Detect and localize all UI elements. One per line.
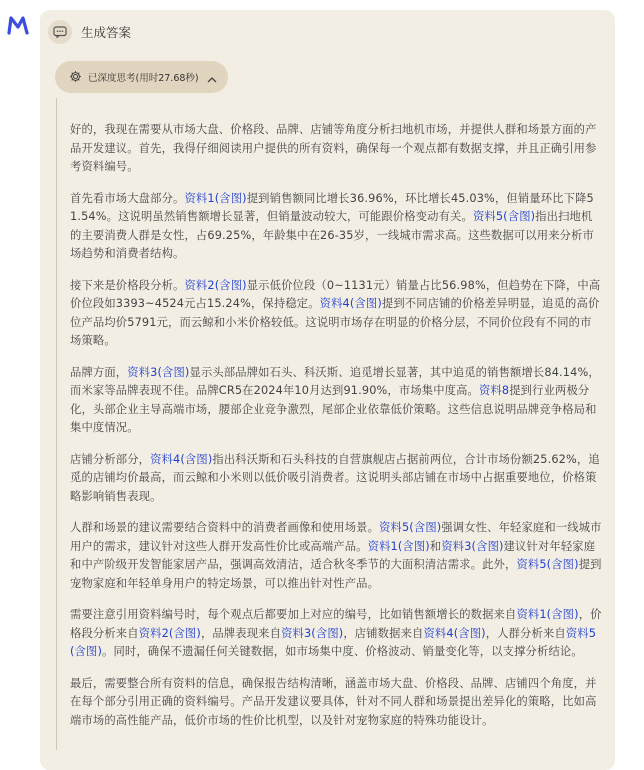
thinking-content [56,98,607,750]
paragraph-text: ，价格段分析来自 [70,608,602,640]
paragraph-text: 提到宠物家庭和年轻单身用户的特定场景，可以推出针对性产品。 [70,558,602,590]
paragraph-text: 强调女性、年轻家庭和一线城市用户的需求，建议针对这些人群开发高性价比或高端产品。 [70,521,602,553]
deep-thinking-label: 已深度思考(用时27.68秒) [88,73,199,84]
thinking-paragraph [70,121,602,177]
source-reference-link[interactable]: 资料1(含图) [367,539,430,553]
paragraph-text: 人群和场景的建议需要结合资料中的消费者画像和使用场景。 [70,521,380,534]
thinking-paragraph [70,606,602,662]
thinking-paragraph [70,451,602,507]
card-title: 生成答案 [81,25,132,40]
paragraph-text: 首先看市场大盘部分。 [70,191,185,205]
paragraph-text: ，品牌表现来自 [200,626,282,640]
thinking-paragraph [70,190,602,264]
paragraph-text: 店铺分析部分， [70,452,151,466]
source-reference-link[interactable]: 资料5(含图) [379,521,442,534]
paragraph-text: 提到不同店铺的价格差异明显，追觅的高价位产品均价5791元，而云鲸和小米价格较低。这说明市场存在明显的价格分层，不同价位段有不同的市场策略。 [70,297,600,347]
thinking-paragraph [70,519,602,593]
chat-bubble-icon [48,20,72,44]
paragraph-text: 最后，需要整合所有资料的信息，确保报告结构清晰，涵盖市场大盘、价格段、品牌、店铺四个角度，并在每个部分引用正确的资料编号。产品开发建议要具体，针对不同人群和场景提出差异化的策略，比如高端市场的高性能产品，低价市场的性价比机型，以及针对宠物家庭的特殊功能设计。 [70,676,597,727]
source-reference-link[interactable]: 资料5(含图) [472,210,536,223]
paragraph-text: 需要注意引用资料编号时，每个观点后都要加上对应的编号，比如销售额增长的数据来自 [70,608,517,621]
source-reference-link[interactable]: 资料3(含图) [127,365,190,379]
paragraph-text: 建议针对年轻家庭和中产阶级开发智能家居产品，强调高效清洁，适合秋冬季节的大面积清洁需求。此外， [70,539,596,571]
paragraph-text: 品牌方面， [70,365,128,379]
paragraph-text: 指出科沃斯和石头科技的自营旗舰店占据前两位，合计市场份额25.62%，追觅的店铺均价最高，而云鲸和小米则以低价吸引消费者。这说明头部店铺在市场中占据重要地位，价格策略影响销售表现。 [70,452,600,503]
thinking-paragraph [70,364,602,438]
deep-thinking-toggle-button[interactable] [55,61,228,93]
paragraph-text: 。同时，确保不遗漏任何关键数据，如市场集中度、价格波动、销量变化等，以支撑分析结论。 [102,645,583,658]
chevron-up-icon [207,68,217,87]
source-reference-link[interactable]: 资料1(含图) [184,191,247,205]
source-reference-link[interactable]: 资料3(含图) [281,626,344,640]
source-reference-link[interactable]: 资料3(含图) [441,539,504,553]
paragraph-text: 接下来是价格段分析。 [70,278,185,292]
source-reference-link[interactable]: 资料5(含图) [70,626,597,658]
paragraph-text: 和 [429,539,442,553]
source-reference-link[interactable]: 资料5(含图) [516,558,579,571]
app-logo-icon [5,12,31,38]
paragraph-text: 显示低价位段（0~1131元）销量占比56.98%，但趋势在下降，中高价位段如3393~4524元占15.24%，保持稳定。 [70,278,601,310]
source-reference-link[interactable]: 资料8 [479,384,510,397]
source-reference-link[interactable]: 资料4(含图) [423,626,486,640]
card-header [48,19,131,45]
paragraph-text: 指出扫地机的主要消费人群是女性，占69.25%，年龄集中在26-35岁，一线城市需求高。这些数据可以用来分析市场趋势和消费者结构。 [70,210,594,260]
thinking-paragraphs [57,98,602,730]
paragraph-text: ，店铺数据来自 [343,626,424,640]
paragraph-text: 提到销售额同比增长36.96%，环比增长45.03%，但销量环比下降51.54%。这说明虽然销售额增长显著，但销量波动较大，可能跟价格变动有关。 [70,191,594,223]
thinking-paragraph [70,277,602,351]
paragraph-text: 提到行业两极分化，头部企业主导高端市场，腰部企业竞争激烈，尾部企业依靠低价策略。这些信息说明品牌竞争格局和集中度情况。 [70,384,597,434]
source-reference-link[interactable]: 资料1(含图) [516,608,579,621]
source-reference-link[interactable]: 资料2(含图) [138,626,201,640]
answer-card [40,10,615,770]
paragraph-text: 好的，我现在需要从市场大盘、价格段、品牌、店铺等角度分析扫地机市场，并提供人群和场景方面的产品开发建议。首先，我得仔细阅读用户提供的所有资料，确保每一个观点都有数据支撑，并且正确引用参考资料编号。 [70,123,597,173]
paragraph-text: ，人群分析来自 [485,626,566,640]
thinking-paragraph [70,675,602,731]
source-reference-link[interactable]: 资料4(含图) [150,452,213,466]
paragraph-text: 显示头部品牌如石头、科沃斯、追觅增长显著，其中追觅的销售额增长84.14%，而米家等品牌表现不佳。品牌CR5在2024年10月达到91.90%，市场集中度高。 [70,365,600,397]
gear-icon [69,68,82,87]
source-reference-link[interactable]: 资料4(含图) [319,297,382,310]
source-reference-link[interactable]: 资料2(含图) [184,278,247,292]
